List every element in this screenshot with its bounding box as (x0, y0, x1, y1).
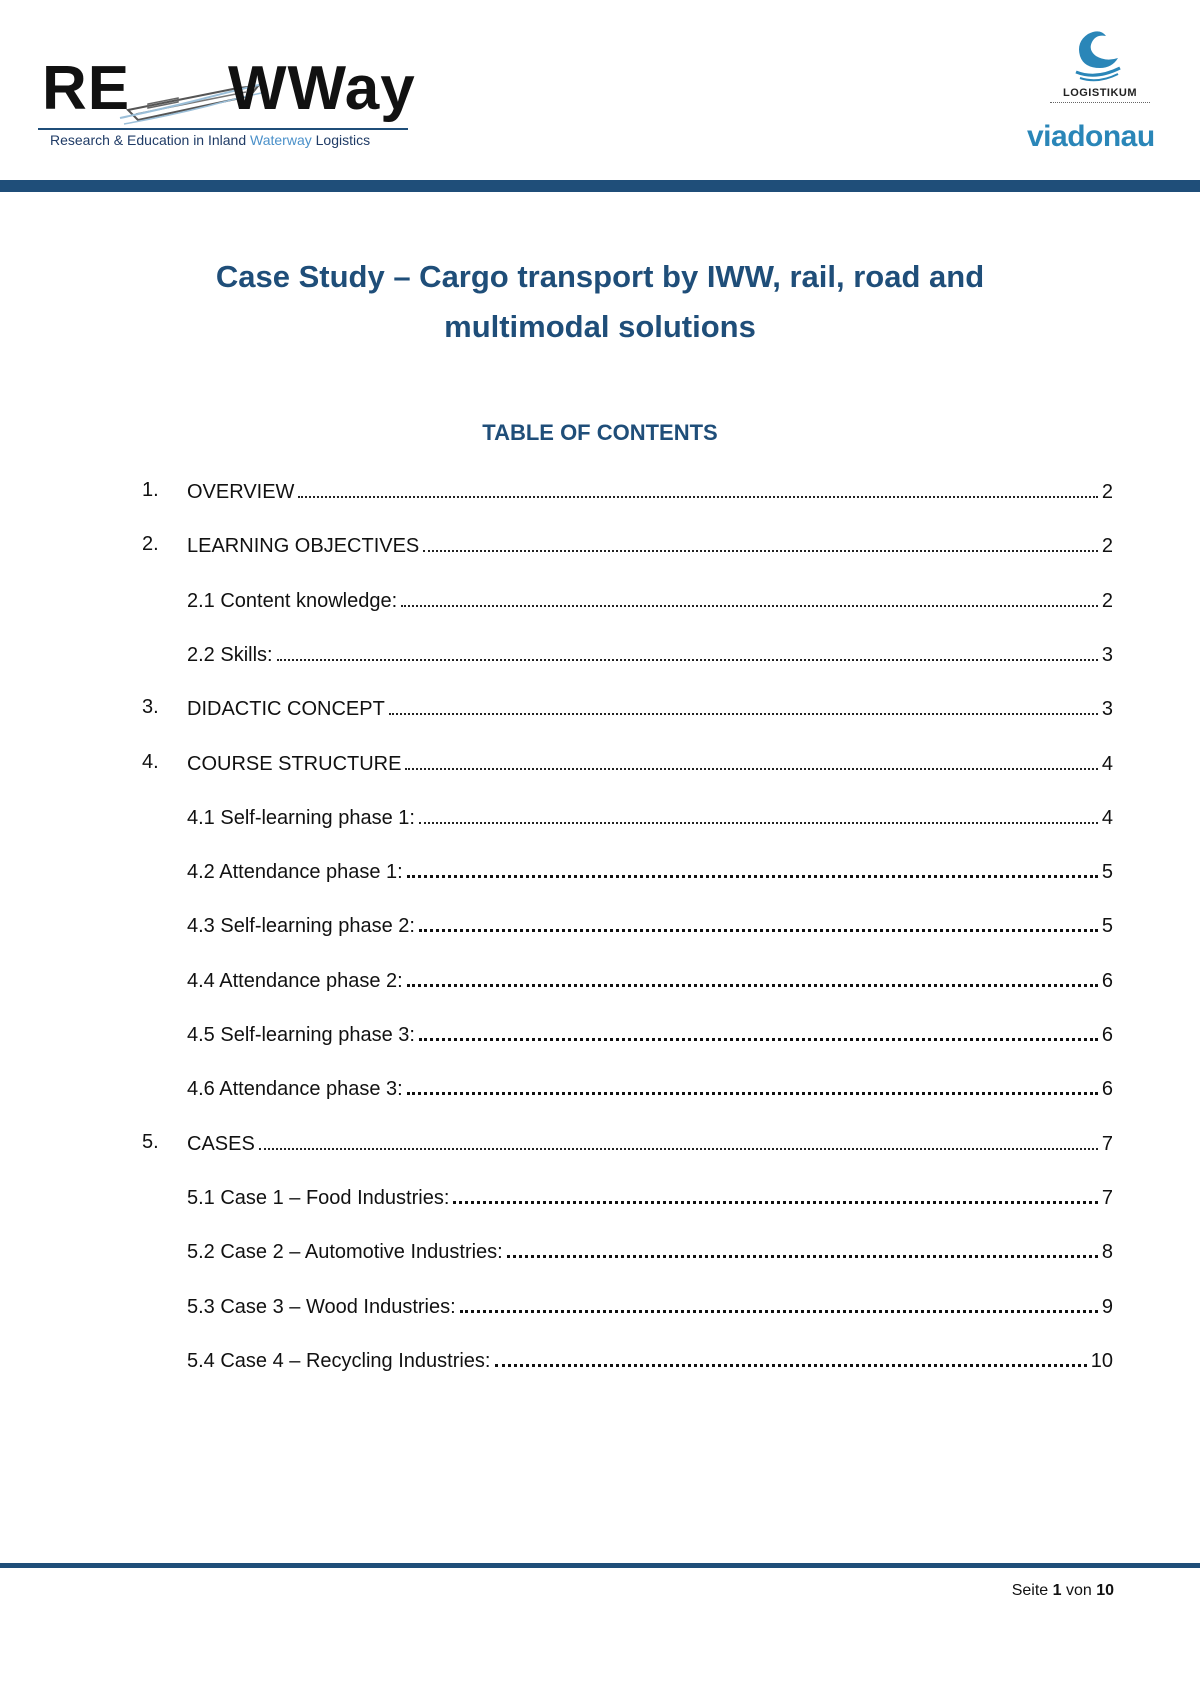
toc-heading: TABLE OF CONTENTS (482, 420, 718, 445)
toc-dot-leader (298, 496, 1097, 498)
partner-logos (1020, 24, 1190, 164)
logo-wway-text: WWay (228, 54, 416, 123)
toc-entry[interactable] (142, 691, 1113, 721)
rewway-logo (38, 52, 428, 152)
toc-entry-label: 4.6 Attendance phase 3: (187, 1078, 403, 1100)
toc-entry-label: LEARNING OBJECTIVES (187, 535, 420, 557)
header-rule (0, 180, 1200, 192)
toc-entry-page: 9 (1101, 1296, 1113, 1318)
toc-entry-page: 6 (1101, 1078, 1113, 1100)
title-line-2: multimodal solutions (444, 309, 756, 344)
toc-entry-page: 2 (1101, 481, 1113, 503)
toc-entry-page: 6 (1101, 1024, 1113, 1046)
title-line-1: Case Study – Cargo transport by IWW, rail, road and (215, 259, 985, 294)
toc-entry-number: 2. (142, 533, 159, 555)
toc-entry-label: 5.4 Case 4 – Recycling Industries: (187, 1350, 491, 1372)
toc-entry[interactable] (142, 746, 1113, 776)
toc-entry-label: OVERVIEW (187, 481, 295, 503)
toc-entry-label: 4.3 Self-learning phase 2: (187, 915, 415, 937)
toc-entry[interactable] (187, 854, 1113, 884)
toc-entry[interactable] (187, 963, 1113, 993)
toc-dot-leader (460, 1310, 1098, 1313)
toc-dot-leader (389, 713, 1098, 715)
toc-entry-page: 2 (1101, 590, 1113, 612)
toc-entry[interactable] (187, 1017, 1113, 1047)
toc-dot-leader (419, 822, 1098, 824)
toc-entry-page: 8 (1101, 1241, 1113, 1263)
toc-entry-label: 2.2 Skills: (187, 644, 273, 666)
logo-divider (38, 128, 408, 130)
toc-entry[interactable] (187, 1071, 1113, 1101)
toc-dot-leader (419, 1038, 1098, 1041)
toc-entry[interactable] (187, 800, 1113, 830)
toc-entry[interactable] (187, 908, 1113, 938)
toc-entry-label: CASES (187, 1133, 255, 1155)
toc-entry-page: 4 (1101, 753, 1113, 775)
toc-entry-label: 5.2 Case 2 – Automotive Industries: (187, 1241, 503, 1263)
toc-entry-label: 5.1 Case 1 – Food Industries: (187, 1187, 450, 1209)
toc-entry-number: 5. (142, 1131, 159, 1153)
document-title (150, 252, 1050, 352)
toc-entry-number: 4. (142, 751, 159, 773)
toc-dot-leader (423, 550, 1098, 552)
toc-entry-label: 4.2 Attendance phase 1: (187, 861, 403, 883)
toc-entry-page: 7 (1101, 1133, 1113, 1155)
toc-entry[interactable] (142, 1126, 1113, 1156)
footer-rule (0, 1563, 1200, 1568)
logistikum-wordmark: LOGISTIKUM (1062, 87, 1138, 99)
toc-entry-number: 3. (142, 696, 159, 718)
toc-dot-leader (407, 1092, 1098, 1095)
toc-dot-leader (277, 659, 1098, 661)
toc-entry-label: 4.1 Self-learning phase 1: (187, 807, 415, 829)
toc-dot-leader (259, 1148, 1098, 1150)
toc-entry-number: 1. (142, 479, 159, 501)
toc-entry-label: 4.4 Attendance phase 2: (187, 970, 403, 992)
toc-entry[interactable] (187, 637, 1113, 667)
toc-dot-leader (419, 929, 1098, 932)
logo-tagline: Research & Education in Inland Waterway Logistics (50, 132, 371, 148)
toc-entry-page: 6 (1101, 970, 1113, 992)
toc-entry-page: 7 (1101, 1187, 1113, 1209)
logistikum-wave-icon (1066, 28, 1126, 86)
viadonau-wordmark: viadonau (1027, 120, 1155, 153)
logo-re-text: RE (42, 54, 131, 123)
toc-entry-page: 3 (1101, 644, 1113, 666)
toc-dot-leader (495, 1364, 1087, 1367)
toc-entry-label: 5.3 Case 3 – Wood Industries: (187, 1296, 456, 1318)
toc-entry[interactable] (187, 1343, 1113, 1373)
toc-entry-label: 4.5 Self-learning phase 3: (187, 1024, 415, 1046)
toc-dot-leader (453, 1201, 1098, 1204)
toc-entry[interactable] (187, 1289, 1113, 1319)
toc-entry[interactable] (142, 528, 1113, 558)
toc-entry-page: 5 (1101, 861, 1113, 883)
toc-entry[interactable] (187, 583, 1113, 613)
toc-dot-leader (507, 1255, 1098, 1258)
page-number: Seite 1 von 10 (1011, 1582, 1114, 1599)
toc-dot-leader (405, 768, 1097, 770)
toc-dot-leader (407, 984, 1098, 987)
toc-entry-label: COURSE STRUCTURE (187, 753, 402, 775)
toc-entry[interactable] (187, 1234, 1113, 1264)
toc-entry[interactable] (187, 1180, 1113, 1210)
toc-entry-page: 4 (1101, 807, 1113, 829)
toc-entry-label: 2.1 Content knowledge: (187, 590, 398, 612)
toc-dot-leader (401, 605, 1098, 607)
toc-dot-leader (407, 875, 1098, 878)
toc-entry-label: DIDACTIC CONCEPT (187, 698, 385, 720)
toc-entry-page: 2 (1101, 535, 1113, 557)
toc-entry-page: 5 (1101, 915, 1113, 937)
toc-entry-page: 10 (1090, 1350, 1113, 1372)
toc-entry-page: 3 (1101, 698, 1113, 720)
page-header (0, 0, 1200, 200)
logistikum-subline (1050, 102, 1150, 106)
toc-entry[interactable] (142, 474, 1113, 504)
